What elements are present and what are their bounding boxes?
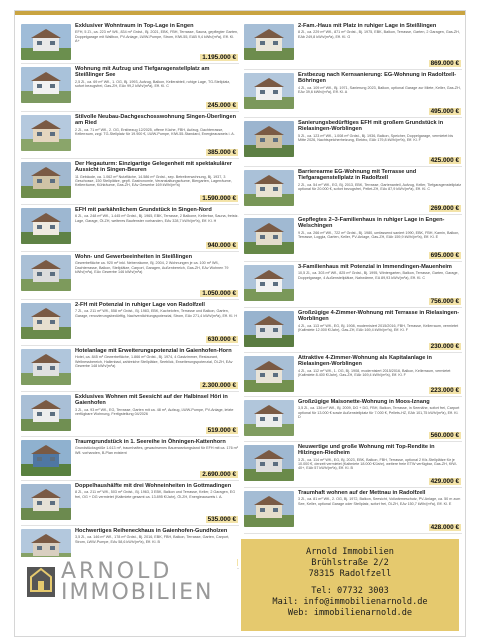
logo-word-immobilien: IMMOBILIEN xyxy=(61,580,214,605)
listing-photo xyxy=(21,115,71,151)
listing-price: 756.000 € xyxy=(430,298,459,305)
listing-card[interactable] xyxy=(21,64,239,112)
listing-price: 519.000 € xyxy=(207,427,236,434)
listing-details: 4 Zi., ca. 113 m² Wfl., EG, Bj. 1908, modernisiert 2015/2016, FBH, Terrasse, Kellerraum, vermietet (Kaltmiete 12.000 €/Jahr), Gas-ZH, EAb 169,4 kWh/(m²a), Eff. Kl. F xyxy=(298,323,459,332)
listing-details: 6 Zi., ca. 248 m² Wfl., 1.445 m² Grdst., Bj. 1965, EBK, Terrasse, 2 Balkone, Kellerbar, Sauna, freistz. Lage, Garage, Öl-ZH, weiteres Baufenster vorhanden, EAv 328,7 kWh/(m²a), Eff. Kl. H xyxy=(75,214,239,223)
listing-details: 8 Zi., ca. 229 m² Wfl., 871 m² Grdst., Bj. 1975, EBK, Balkon, Terrasse, Garten, 2 Garagen, Gas-ZH, EAb 249,8 kWh/(m²a), Eff. Kl. G xyxy=(298,30,460,39)
listing-card[interactable] xyxy=(21,346,239,392)
listing-card[interactable] xyxy=(21,300,239,346)
listings-column-left xyxy=(21,21,239,569)
listing-details: 3 Zi., ca. 93 m² Wfl., EG, Terrasse, Garten mit ca. 48 m², Aufzug, LWW-Pumpe, PV-Anlage, letzte verfügbare Wohnung, Fertigstellung 04/2026 xyxy=(75,407,234,416)
listing-card[interactable] xyxy=(21,21,239,64)
listing-title: Erstbezug nach Kernsanierung: EG-Wohnung in Radolfzell-Böhringen xyxy=(298,72,457,85)
listing-details: 4 Zi., ca. 109 m² Wfl., Bj. 1971, Sanierung 2023, Balkon, optional Garage zur Miete, Keller, Gas-ZH, EAv 39,6 kWh/(m²a), Eff. Kl. A xyxy=(298,85,461,94)
listing-photo xyxy=(244,491,294,527)
listing-title: Gepflegtes 2–3-Familienhaus in ruhiger Lage in Engen-Welschingen xyxy=(298,217,445,230)
listing-photo xyxy=(21,303,71,339)
listing-price: 223.000 € xyxy=(430,387,459,394)
contact-city: 78315 Radolfzell xyxy=(308,569,392,579)
listing-photo xyxy=(21,395,71,431)
listing-title: Exklusiver Wohntraum in Top-Lage in Engen xyxy=(75,23,194,29)
listing-title: Großzügige Maisonette-Wohnung in Moos-Iznang xyxy=(298,399,430,405)
listing-details: EFH, 5 Zi., ca. 223 m² Wfl., 834 m² Grdst., Bj. 2021, EBK, FBH, Terrasse, Sauna, gepflegter Garten, Doppelgarage mit Wallbox, PV-Anlage, LWW-Pumpe, Strom, KfW-55, EAB 9,4 kWh/(m²a), Eff. Kl. A+ xyxy=(75,30,239,44)
listing-card[interactable] xyxy=(244,308,462,353)
listing-price: 869.000 € xyxy=(430,60,459,67)
listing-title: 2-Fam.-Haus mit Platz in ruhiger Lage in Steißlingen xyxy=(298,23,437,29)
listing-title: Barrierearme EG-Wohnung mit Terrasse und Tiefgaragenstellplatz in Radolfzell xyxy=(298,169,417,182)
listing-price: 429.000 € xyxy=(430,478,459,485)
listing-photo xyxy=(244,311,294,347)
contact-email[interactable]: Mail: info@immobilienarnold.de xyxy=(272,597,428,607)
listing-photo xyxy=(244,121,294,157)
listing-title: Attraktive 4-Zimmer-Wohnung als Kapitalanlage in Rielasingen-Worblingen xyxy=(298,355,432,368)
listing-details: 7 Zi., ca. 211 m² Wfl., 558 m² Grdst., Bj. 1983, EBK, Kachelofen, Terrasse und Balkon, Garten, Garage, renovierungsbedürftig, Nachverdichtungspotenzial, Strom, EAv 271,4 kWh/(m²a), Eff. Kl. H xyxy=(75,309,237,318)
listing-photo xyxy=(244,218,294,254)
listing-price: 230.000 € xyxy=(430,343,459,350)
listing-card[interactable] xyxy=(21,252,239,300)
listing-price: 535.000 € xyxy=(207,516,236,523)
listing-photo xyxy=(21,255,71,291)
listing-title: EFH mit parkähnlichem Grundstück in Singen-Nord xyxy=(75,207,212,213)
listing-card[interactable] xyxy=(244,215,462,262)
listing-title: Hotelanlage mit Erweiterungspotenzial in Gaienhofen-Horn xyxy=(75,348,232,354)
flyer-page xyxy=(14,10,466,637)
listing-title: Großzügige 4-Zimmer-Wohnung mit Terrasse in Rielasingen-Worblingen xyxy=(298,310,460,323)
listing-title: Traumgrundstück in 1. Seereihe in Öhningen-Kattenhorn xyxy=(75,439,226,445)
listing-photo xyxy=(244,356,294,392)
listing-details: Grundstücksgröße 1.613 m², traumhaftes, gewachsenes Bauerwartungsland für EFH mit ca. 176 m² Wfl. vorhanden, B-Plan existent xyxy=(75,446,238,455)
listing-price: 245.000 € xyxy=(207,102,236,109)
listing-price: 428.000 € xyxy=(430,524,459,531)
listing-card[interactable] xyxy=(244,21,462,70)
listing-title: Der Hegauturm: Einzigartige Gelegenheit mit spektakulärer Aussicht in Singen-Beuren xyxy=(75,161,232,174)
listing-photo xyxy=(244,73,294,109)
listing-card[interactable] xyxy=(244,442,462,488)
listing-photo xyxy=(21,349,71,385)
listing-price: 425.000 € xyxy=(430,157,459,164)
contact-street: Brühlstraße 2/2 xyxy=(311,558,389,568)
listing-details: 3 Zi., ca. 81 m² Wfl., 2. OG, Bj. 1972, Balkon, Seesicht, Vollwärmeschutz, PV-Anlage, ca. 50 m zum See, Keller, optional Garage oder Stellplatz, sofort frei, Öl-ZH, EAv 150,7 kWh/(m²a), Eff. Kl. E xyxy=(298,497,461,506)
listing-photo xyxy=(21,440,71,476)
listing-price: 630.000 € xyxy=(207,336,236,343)
listing-details: Gewerbefläche ca. 920 m² inkl. Nebenräume, Bj. 2004, 2 Wohnungen je ca. 100 m² Wfl., Dachterrasse, Balkon, Stellplätze, Carport, Garagen, Außenbereich, Gas-ZH, EAv Wohnen 79 kWh/(m²a), EAv Gewerbe 146 kWh/(m²a) xyxy=(75,261,229,275)
listing-title: Sanierungsbedürftiges EFH mit großem Grundstück in Rielasingen-Worblingen xyxy=(298,120,444,133)
top-accent-rule xyxy=(15,11,465,15)
listing-title: Wohn- und Gewerbeeinheiten in Steißlingen xyxy=(75,254,193,260)
house-logo-icon xyxy=(27,561,55,597)
listing-card[interactable] xyxy=(244,70,462,118)
listing-photo xyxy=(21,24,71,60)
listing-title: Wohnung mit Aufzug und Tiefgaragenstellplatz am Steißlinger See xyxy=(75,66,210,79)
listing-price: 940.000 € xyxy=(207,242,236,249)
listing-title: Traumhaft wohnen auf der Mettnau in Radolfzell xyxy=(298,490,426,496)
listing-card[interactable] xyxy=(21,437,239,481)
listing-card[interactable] xyxy=(21,481,239,526)
contact-box xyxy=(241,539,459,631)
listing-card[interactable] xyxy=(244,488,462,534)
listing-details: 3 Zi., ca. 114 m² Wfl., EG, Bj. 2023, EBK, Balkon, FBH, Terrasse, optional 2 Kfz-Stellplätze für je 10.000 €, derzeit vermietet (Kaltmiete 18.000 €/Jahr), weitere freie ETW verfügbar, Gas-ZH, KfW-40+, EAb 57 kWh/(m²a), Eff. Kl. B xyxy=(298,457,457,471)
listing-photo xyxy=(21,67,71,103)
listing-title: Hochwertiges Reiheneckhaus in Gaienhofen-Gundholzen xyxy=(75,528,228,534)
listing-title: Neuwertige und große Wohnung mit Top-Rendite in Hilzingen-Riedheim xyxy=(298,444,435,457)
listing-price: 1.195.000 € xyxy=(202,54,236,61)
listing-title: 2-FH mit Potenzial in ruhiger Lage von Radolfzell xyxy=(75,302,205,308)
listing-details: 5 Zi., ca. 123 m² Wfl., 1.008 m² Grdst., Bj. 1936, Balkon, Speicher, Doppelgarage, vermietet bis Mitte 2026, Nachtspeicherheizung, Elektro, EAb 179,8 kWh/(m²a), Eff. Kl. F xyxy=(298,133,454,142)
listing-price: 495.000 € xyxy=(430,108,459,115)
listing-price: 269.000 € xyxy=(430,205,459,212)
listing-details: 3,5 Zi., ca. 136 m² Wfl., Bj. 2009, DG + DG, FBH, Balkon, Terrasse, in Seenähe, sofort frei, Carport optional für 13.000 € sowie Außenstellplatz für 7.000 €, Pellets-HZ, EAb 101,75 kWh/(m²a), Eff. Kl. D xyxy=(298,406,460,420)
listing-price: 2.690.000 € xyxy=(202,471,236,478)
listing-details: Hotel, ca. 845 m² Gewerbefläche, 1.866 m² Grdst., Bj. 1974, 4 Gastzimmer, Restaurant, Wellnessbereich, Hallenbad, zahlreiche Stellplätze, Seeblick, Erweiterungspotenzial, Öl-ZH, EAv Gewerbe 148 kWh/(m²a) xyxy=(75,355,233,369)
listing-photo xyxy=(244,445,294,481)
listing-details: 9 Zi., ca. 266 m² Wfl., 722 m² Grdst., Bj. 1980, umfassend saniert 1990, EBK, FBH, Kamin, Balkon, Terrasse, Loggia, Garten, Keller, PV-Anlage, Gas-ZH, EAb 159,9 kWh/(m²a), Eff. Kl. E xyxy=(298,230,460,239)
listing-details: 2,5 Zi., ca. 69 m² Wfl., 1. OG, Bj. 1993, Aufzug, Balkon, Kellerabteil, ruhige Lage, TG-Stellplatz, sofort bezugsfrei, Gas-ZH, EAv 99,2 kWh/(m²a), Eff. Kl. C xyxy=(75,79,231,88)
listing-card[interactable] xyxy=(244,118,462,167)
listing-card[interactable] xyxy=(244,397,462,442)
company-logo xyxy=(21,557,237,631)
listing-photo xyxy=(244,170,294,206)
listing-title: Exklusives Wohnen mit Seesicht auf der Halbinsel Höri in Gaienhofen xyxy=(75,394,228,407)
listing-photo xyxy=(244,400,294,436)
listing-card[interactable] xyxy=(21,159,239,205)
listing-photo xyxy=(244,24,294,60)
listing-details: 3,5 Zi., ca. 146 m² Wfl., 178 m² Grdst., Bj. 2016, EBK, FBH, Balkon, Terrasse, Garten, Carport, Strom, LWW-Pumpe, EAv 58,6 kWh/(m²a), Eff. Kl. B xyxy=(75,535,230,544)
contact-company-name: Arnold Immobilien xyxy=(306,547,394,557)
listing-price: 1.590.000 € xyxy=(202,195,236,202)
listing-card[interactable] xyxy=(244,353,462,397)
listing-details: 2 Zi., ca. 54 m² Wfl., EG, Bj. 2013, EBK, Terrasse, Gartenanteil, Aufzug, Keller, Tiefgaragenstellplatz optional für 20.000 €, sofort bezugsfrei, Pellet-ZH, EAv 87,9 kWh/(m²a), Eff. Kl. C xyxy=(298,182,462,191)
listing-title: Doppelhaushälfte mit drei Wohneinheiten in Gottmadingen xyxy=(75,483,232,489)
listing-photo xyxy=(21,162,71,198)
listing-card[interactable] xyxy=(244,167,462,215)
listing-price: 695.000 € xyxy=(430,252,459,259)
listing-title: Stilvolle Neubau-Dachgeschosswohnung Singen-Überlingen am Ried xyxy=(75,114,236,127)
listing-card[interactable] xyxy=(21,112,239,159)
listing-details: 4 Zi., ca. 112 m² Wfl., 1. OG, Bj. 1908, modernisiert 2015/2016, Balkon, Kellerraum, vermietet (Kaltmiete 8.400 €/Jahr), Gas-ZH, EAb 169,4 kWh/(m²a), Eff. Kl. F xyxy=(298,368,451,377)
contact-website[interactable]: Web: immobilienarnold.de xyxy=(287,608,413,618)
listing-card[interactable] xyxy=(244,262,462,308)
listing-card[interactable] xyxy=(21,392,239,437)
listing-photo xyxy=(21,484,71,520)
listings-column-right xyxy=(244,21,462,534)
listing-price: 560.000 € xyxy=(430,432,459,439)
listing-details: 10,5 Zi., ca. 303 m² Wfl., 825 m² Grdst., Bj. 1995, Wintergarten, Balkon, Terrasse, Garten, Garage, Doppelgarage, 4 Außenstellplätze, Nahwärme, EA 89,93 kWh/(m²a), Eff. Kl. C xyxy=(298,271,459,280)
listing-details: 8 Zi., ca. 211 m² Wfl., 503 m² Grdst., Bj. 1963, 3 EBK, Balkon und Terrasse, Keller, 2 Garagen, EG frei, OG + DG vermietet (Kaltmiete gesamt ca. 13.895 €/Jahr), Öl-ZH, Energieausweis i. A. xyxy=(75,490,236,499)
listing-price: 385.000 € xyxy=(207,149,236,156)
logo-word-arnold: ARNOLD xyxy=(61,559,173,584)
contact-phone[interactable]: Tel: 07732 3003 xyxy=(311,586,389,596)
listing-details: 2 Zi., ca. 71 m² Wfl., 2. OG, Erstbezug 12/2025, offene Küche, FBH, Aufzug, Dachterrasse, Kellerraum, zzgl. TG-Stellplatz für 19.900 €, LWW-Pumpe, KfW-55-Standard, Energieausweis i. A. xyxy=(75,127,235,136)
listing-price: 2.300.000 € xyxy=(202,382,236,389)
listing-card[interactable] xyxy=(21,205,239,252)
listing-photo xyxy=(244,265,294,301)
listing-photo xyxy=(21,208,71,244)
listing-price: 1.050.000 € xyxy=(202,290,236,297)
listing-title: 3-Familienhaus mit Potenzial in Immendingen-Mauenheim xyxy=(298,264,452,270)
listing-details: 11 Gebäude, ca. 1.062 m² Nutzfläche, 14.586 m² Grdst., sep. Betreiberwohnung, Bj. 1937, 3 Geschosse, 150 Stellplätze, gepfl. Gastronomie, Veranstaltungsräume, Biergarten, Lagerräume, Kellerräume, Kühlräume, Gas-ZH, EAv Gewerbe 169 kWh/(m²a) xyxy=(75,174,232,188)
